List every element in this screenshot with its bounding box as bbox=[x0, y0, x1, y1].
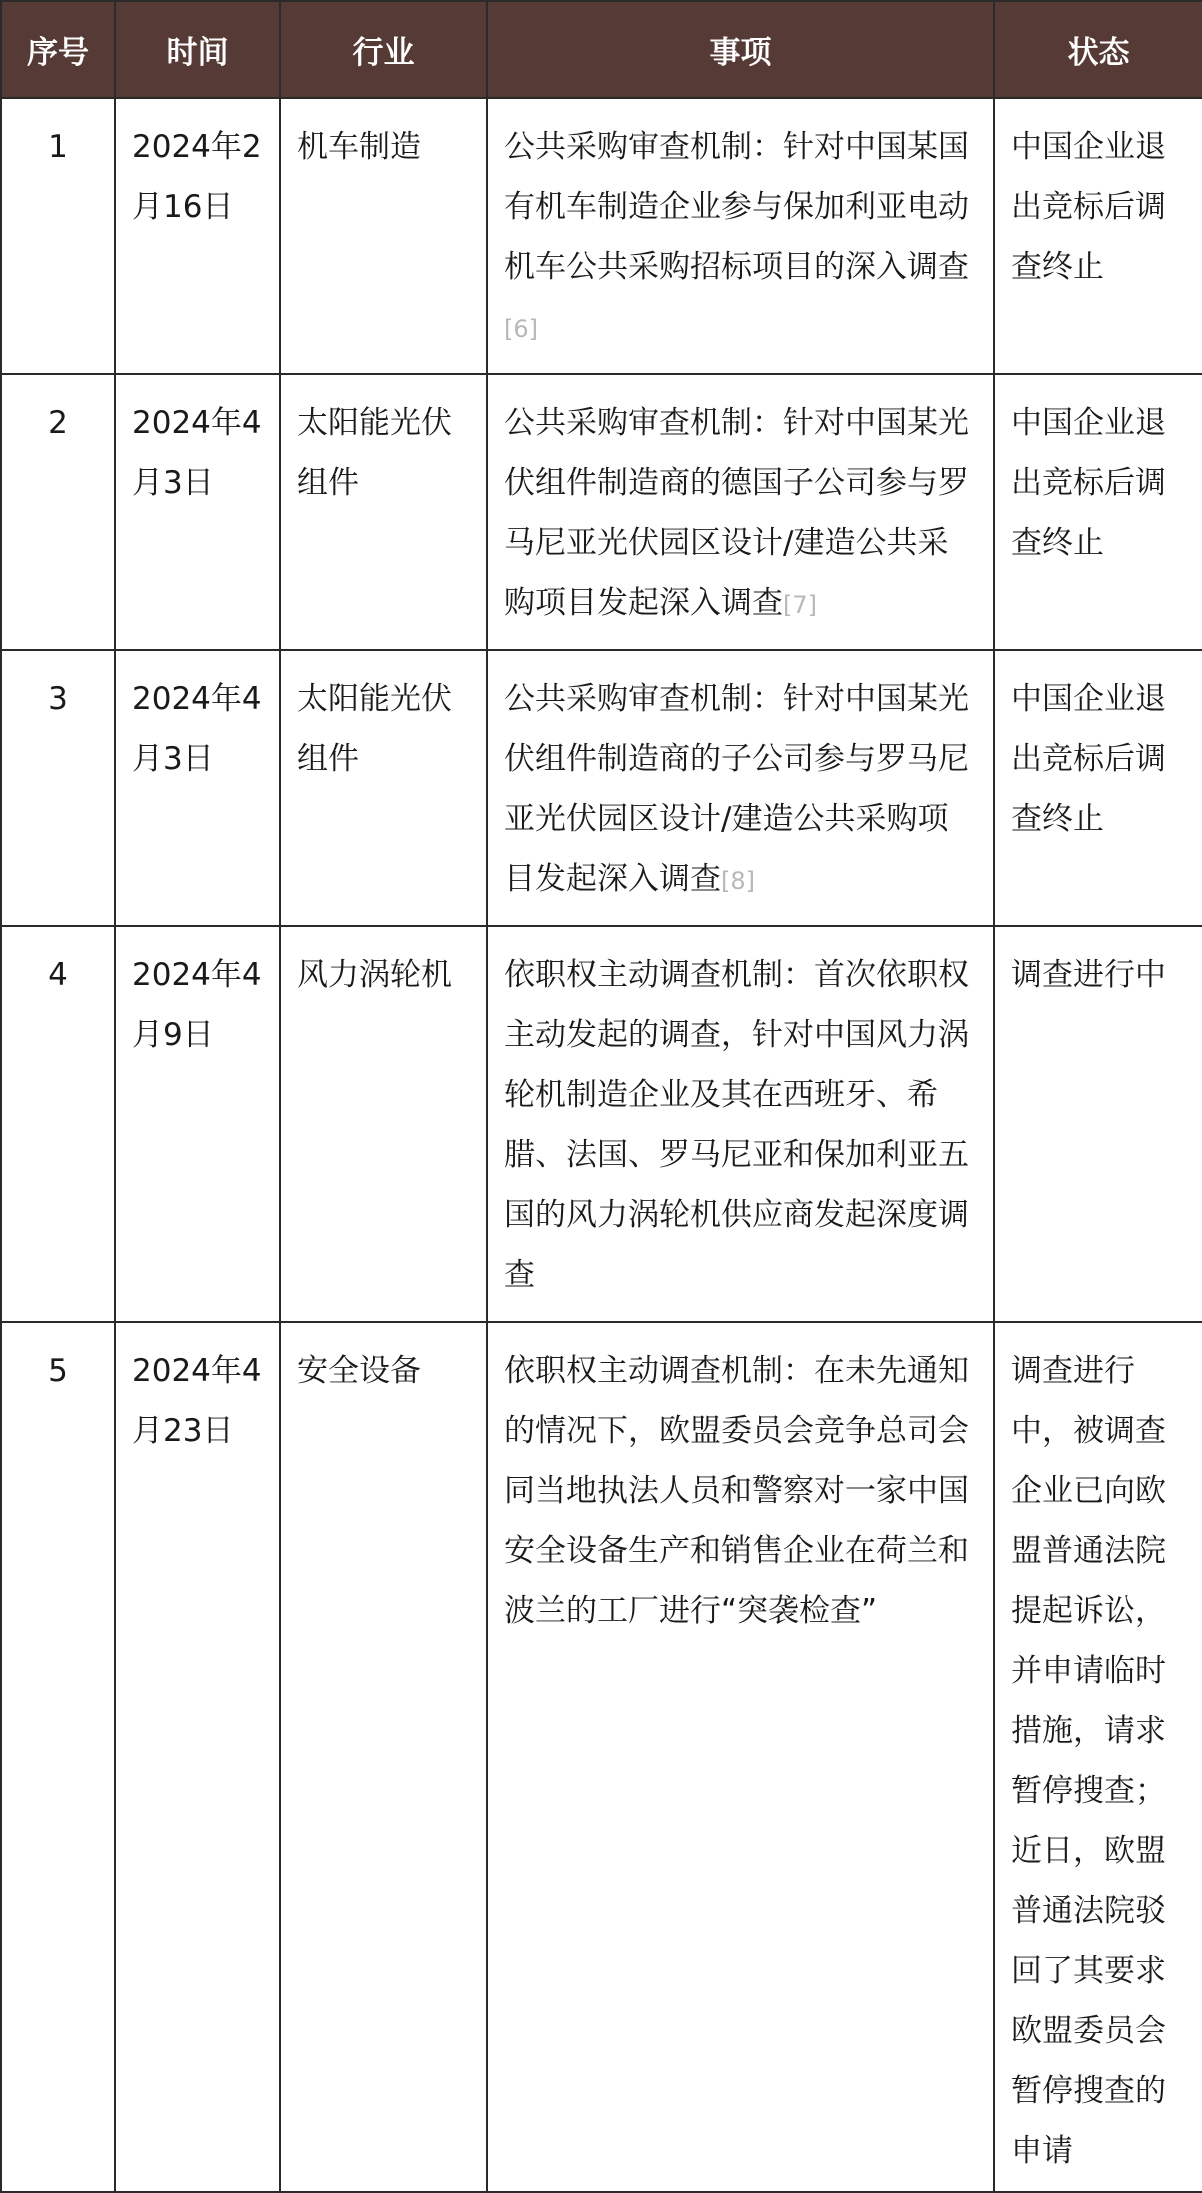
row-date: 2024年4月9日 bbox=[115, 926, 280, 1322]
row-date: 2024年2月16日 bbox=[115, 98, 280, 374]
header-status: 状态 bbox=[994, 1, 1202, 98]
row-date: 2024年4月23日 bbox=[115, 1322, 280, 2192]
header-date: 时间 bbox=[115, 1, 280, 98]
row-date: 2024年4月3日 bbox=[115, 650, 280, 926]
row-matter bbox=[487, 926, 994, 1322]
row-date: 2024年4月3日 bbox=[115, 374, 280, 650]
row-number: 5 bbox=[1, 1322, 115, 2192]
row-matter bbox=[487, 650, 994, 926]
table-row bbox=[1, 374, 1202, 650]
table-row bbox=[1, 1322, 1202, 2192]
header-row bbox=[1, 1, 1202, 98]
row-matter bbox=[487, 374, 994, 650]
footnote-ref[interactable]: [8] bbox=[721, 867, 755, 895]
table-row bbox=[1, 650, 1202, 926]
matter-text: 依职权主动调查机制：首次依职权主动发起的调查，针对中国风力涡轮机制造企业及其在西班牙、希腊、法国、罗马尼亚和保加利亚五国的风力涡轮机供应商发起深度调查 bbox=[504, 957, 969, 1293]
matter-text: 公共采购审查机制：针对中国某光伏组件制造商的子公司参与罗马尼亚光伏园区设计/建造公共采购项目发起深入调查 bbox=[504, 681, 969, 897]
matter-text: 公共采购审查机制：针对中国某光伏组件制造商的德国子公司参与罗马尼亚光伏园区设计/建造公共采购项目发起深入调查 bbox=[504, 405, 969, 621]
matter-text: 依职权主动调查机制：在未先通知的情况下，欧盟委员会竞争总司会同当地执法人员和警察对一家中国安全设备生产和销售企业在荷兰和波兰的工厂进行“突袭检查” bbox=[504, 1353, 969, 1629]
row-number: 2 bbox=[1, 374, 115, 650]
row-industry: 风力涡轮机 bbox=[280, 926, 487, 1322]
row-number: 3 bbox=[1, 650, 115, 926]
row-number: 4 bbox=[1, 926, 115, 1322]
row-industry: 安全设备 bbox=[280, 1322, 487, 2192]
row-industry: 太阳能光伏组件 bbox=[280, 650, 487, 926]
row-number: 1 bbox=[1, 98, 115, 374]
row-status: 调查进行中，被调查企业已向欧盟普通法院提起诉讼，并申请临时措施，请求暂停搜查；近日，欧盟普通法院驳回了其要求欧盟委员会暂停搜查的申请 bbox=[994, 1322, 1202, 2192]
matter-text: 公共采购审查机制：针对中国某国有机车制造企业参与保加利亚电动机车公共采购招标项目的深入调查 bbox=[504, 129, 969, 285]
row-industry: 机车制造 bbox=[280, 98, 487, 374]
header-no: 序号 bbox=[1, 1, 115, 98]
footnote-ref[interactable]: [6] bbox=[504, 315, 538, 343]
row-industry: 太阳能光伏组件 bbox=[280, 374, 487, 650]
row-status: 中国企业退出竞标后调查终止 bbox=[994, 98, 1202, 374]
table-row bbox=[1, 926, 1202, 1322]
table-row bbox=[1, 98, 1202, 374]
row-status: 中国企业退出竞标后调查终止 bbox=[994, 650, 1202, 926]
header-matter: 事项 bbox=[487, 1, 994, 98]
footnote-ref[interactable]: [7] bbox=[783, 591, 817, 619]
row-status: 调查进行中 bbox=[994, 926, 1202, 1322]
header-industry: 行业 bbox=[280, 1, 487, 98]
row-status: 中国企业退出竞标后调查终止 bbox=[994, 374, 1202, 650]
row-matter bbox=[487, 98, 994, 374]
row-matter bbox=[487, 1322, 994, 2192]
